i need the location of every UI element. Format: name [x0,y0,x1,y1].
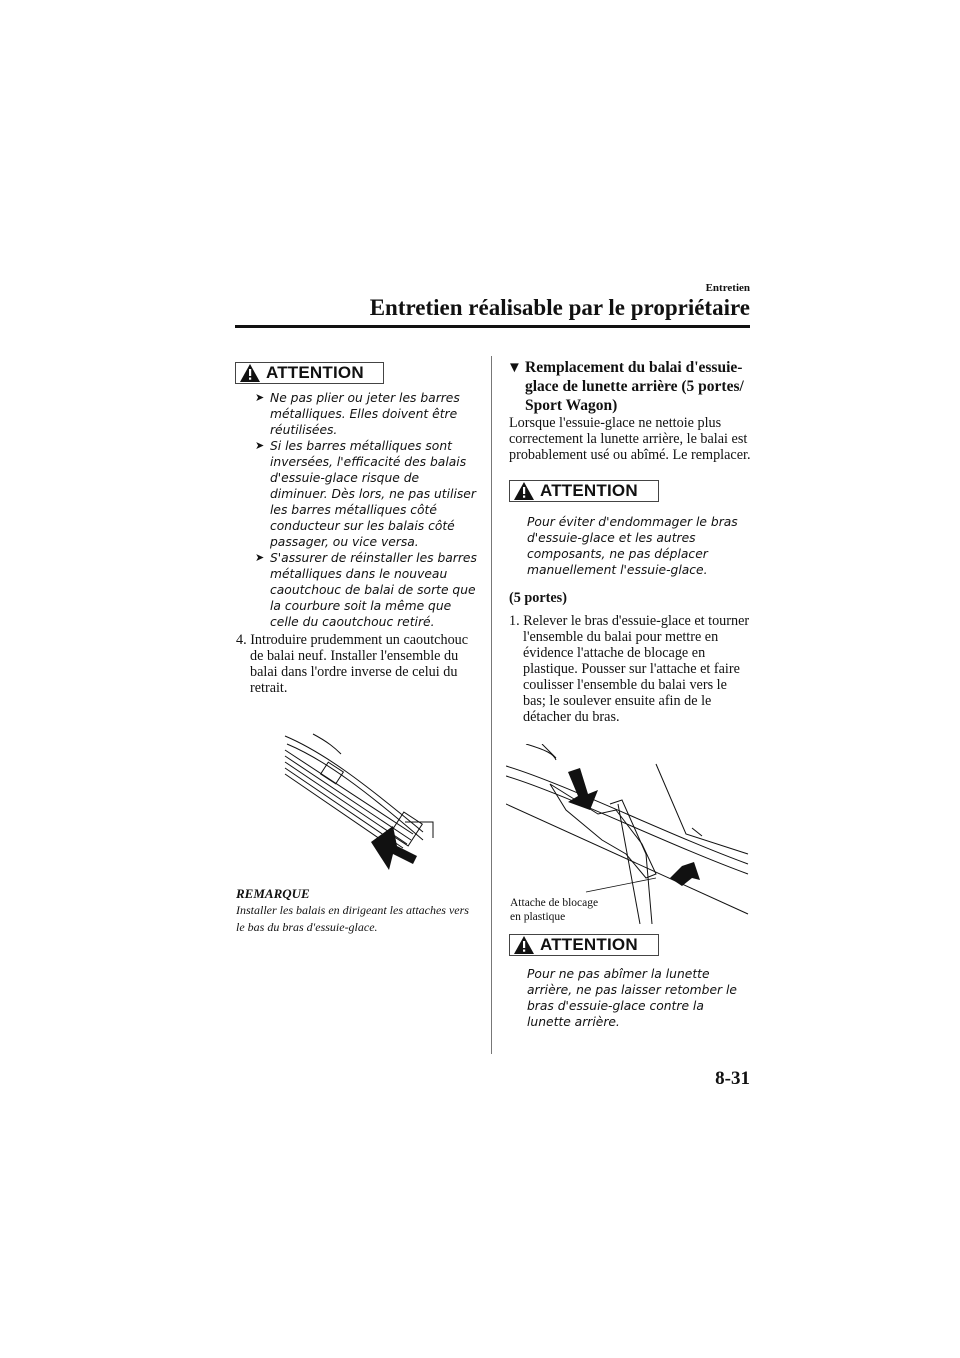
down-triangle-icon: ▼ [507,360,522,376]
section-title: Remplacement du balai d'essuie-glace de lunette arrière (5 portes/ Sport Wagon) [525,359,744,414]
push-clip-arrow-icon [568,768,598,810]
warning-triangle-icon [239,363,261,383]
attention-box-right-2 [509,934,659,956]
header-title: Entretien réalisable par le propriétaire [369,295,750,320]
column-divider [491,356,492,1054]
figure-label: Attache de blocage en plastique [510,897,599,923]
blade-insertion-figure [283,722,443,872]
page-number: 8-31 [715,1068,750,1089]
intro-text: Lorsque l'essuie-glace ne nettoie plus correctement la lunette arrière, le balai est probablement usé ou abîmé. Le remplacer. [509,415,751,463]
arrowhead-bullet-icon: ➤ [255,551,265,564]
header-section: Entretien [705,282,750,294]
warning-triangle-icon [513,481,535,501]
attention-label: ATTENTION [266,363,364,382]
warning-triangle-icon [513,935,535,955]
attention-label: ATTENTION [540,935,638,954]
header-rule [235,325,750,328]
warning-item: ➤ Si les barres métalliques sont inversées, l'efficacité des balais d'essuie-glace risque de diminuer. Dès lors, ne pas utiliser les barres métalliques côté conducteur sur les balais côté passager, ou vice versa. [255,439,476,549]
step-number: 4. [236,632,247,648]
note-title: REMARQUE [236,886,310,901]
subheading-5-portes: (5 portes) [509,590,567,606]
warning-list-left [255,390,477,630]
note-text: Installer les balais en dirigeant les attaches vers le bas du bras d'essuie-glace. [236,903,469,934]
arrowhead-bullet-icon: ➤ [255,391,265,404]
warning-text-right-1: Pour éviter d'endommager le bras d'essuie-glace et les autres composants, ne pas déplacer manuellement l'essuie-glace. [527,515,738,577]
slide-blade-arrow-icon [670,862,700,886]
attention-label: ATTENTION [540,481,638,500]
attention-box-right-1 [509,480,659,502]
warning-item: ➤ Ne pas plier ou jeter les barres métalliques. Elles doivent être réutilisées. [255,391,460,437]
warning-item: ➤ S'assurer de réinstaller les barres métalliques dans le nouveau caoutchouc de balai de sorte que la courbure soit la même que celle du caoutchouc retiré. [255,551,477,629]
step-number: 1. [509,613,520,629]
step-text: Relever le bras d'essuie-glace et tourner l'ensemble du balai pour mettre en évidence l'attache de blocage en plastique. Pousser sur l'attache et faire coulisser l'ensemble du balai vers le bas; le soulever ensuite afin de le détacher du bras. [523,613,750,725]
section-heading [509,358,754,415]
step-1 [509,613,751,725]
attention-box-left [235,362,384,384]
step-text: Introduire prudemment un caoutchouc de balai neuf. Installer l'ensemble du balai dans l'ordre inverse de celui du retrait. [250,632,469,696]
step-4 [236,632,472,696]
arrowhead-bullet-icon: ➤ [255,439,265,452]
note-block [236,886,476,936]
warning-text-right-2: Pour ne pas abîmer la lunette arrière, ne pas laisser retomber le bras d'essuie-glace contre la lunette arrière. [527,967,737,1029]
